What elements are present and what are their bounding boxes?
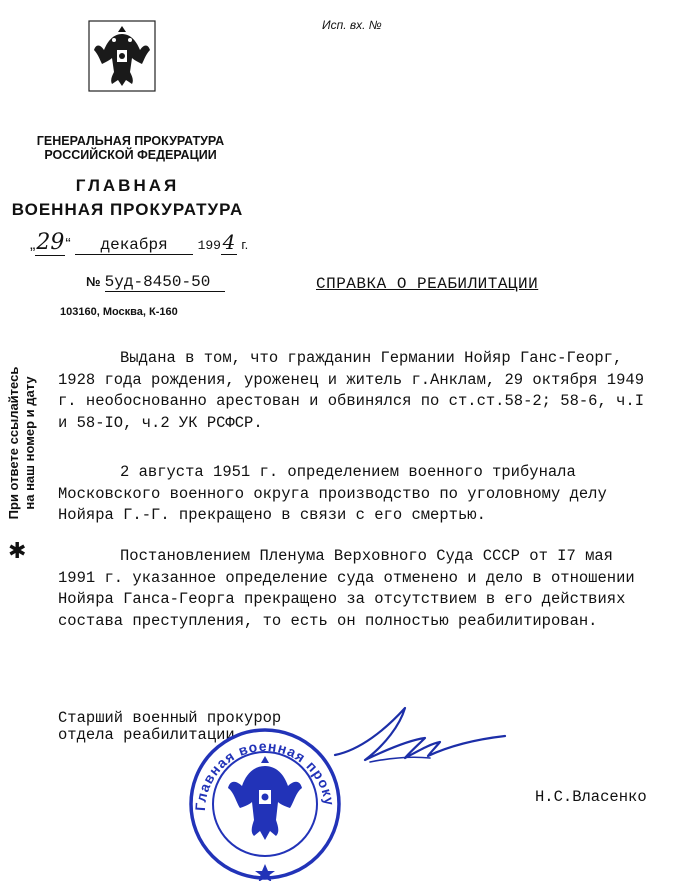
- official-stamp: [180, 716, 350, 881]
- asterisk-icon: ✱: [8, 538, 27, 563]
- handwritten-signature: [330, 700, 510, 770]
- org-line-2: РОССИЙСКОЙ ФЕДЕРАЦИИ: [44, 148, 217, 162]
- date-year-printed: 199: [197, 238, 221, 253]
- department-name: [10, 174, 245, 222]
- date-line: „29“ декабря 1994 г.: [30, 230, 249, 255]
- document-number: 5уд-8450-50: [105, 273, 225, 292]
- date-suffix: г.: [241, 237, 249, 252]
- stamp-text: Главная военная проку: [191, 737, 338, 812]
- paragraph-2: 2 августа 1951 г. определением военного трибунала Московского военного округа производство по уголовному делу Нойяра Г.-Г. прекращено в связи с его смертью.: [58, 463, 607, 524]
- document-number-line: [86, 273, 225, 292]
- org-line-4: ВОЕННАЯ ПРОКУРАТУРА: [11, 200, 244, 219]
- date-day: 29: [36, 230, 65, 255]
- address: 103160, Москва, К-160: [60, 306, 178, 318]
- signatory-name: Н.С.Власенко: [535, 788, 647, 806]
- coat-of-arms-emblem: [88, 20, 156, 92]
- document-title: СПРАВКА О РЕАБИЛИТАЦИИ: [316, 275, 539, 293]
- org-line-3: ГЛАВНАЯ: [75, 176, 180, 195]
- side-note-line-2: на наш номер и дату: [22, 376, 37, 510]
- position-line-1: Старший военный прокурор: [58, 709, 282, 727]
- organization-name: [28, 134, 233, 162]
- reference-label: Исп. вх. №: [322, 18, 382, 32]
- paragraph-3: Постановлением Пленума Верховного Суда СССР от I7 мая 1991 г. указанное определение суда отменено и дело в отношении Нойяра Ганса-Георга прекращено за отсутствием в его действиях состава преступления, то есть он полностью реабилитирован.: [58, 547, 635, 630]
- date-month: декабря: [75, 236, 193, 255]
- date-year-hand: 4: [222, 230, 236, 254]
- org-line-1: ГЕНЕРАЛЬНАЯ ПРОКУРАТУРА: [36, 134, 225, 148]
- paragraph-1: Выдана в том, что гражданин Германии Нойяр Ганс-Георг, 1928 года рождения, уроженец и житель г.Анклам, 29 октября 1949 г. необоснованно арестован и обвинялся по ст.ст.58-2; 58-6, ч.I и 58-IO, ч.2 УК РСФСР.: [58, 349, 644, 432]
- number-prefix: №: [86, 274, 101, 289]
- position-line-2: отдела реабилитации: [58, 726, 235, 744]
- side-note-line-1: При ответе ссылайтесь: [6, 366, 21, 520]
